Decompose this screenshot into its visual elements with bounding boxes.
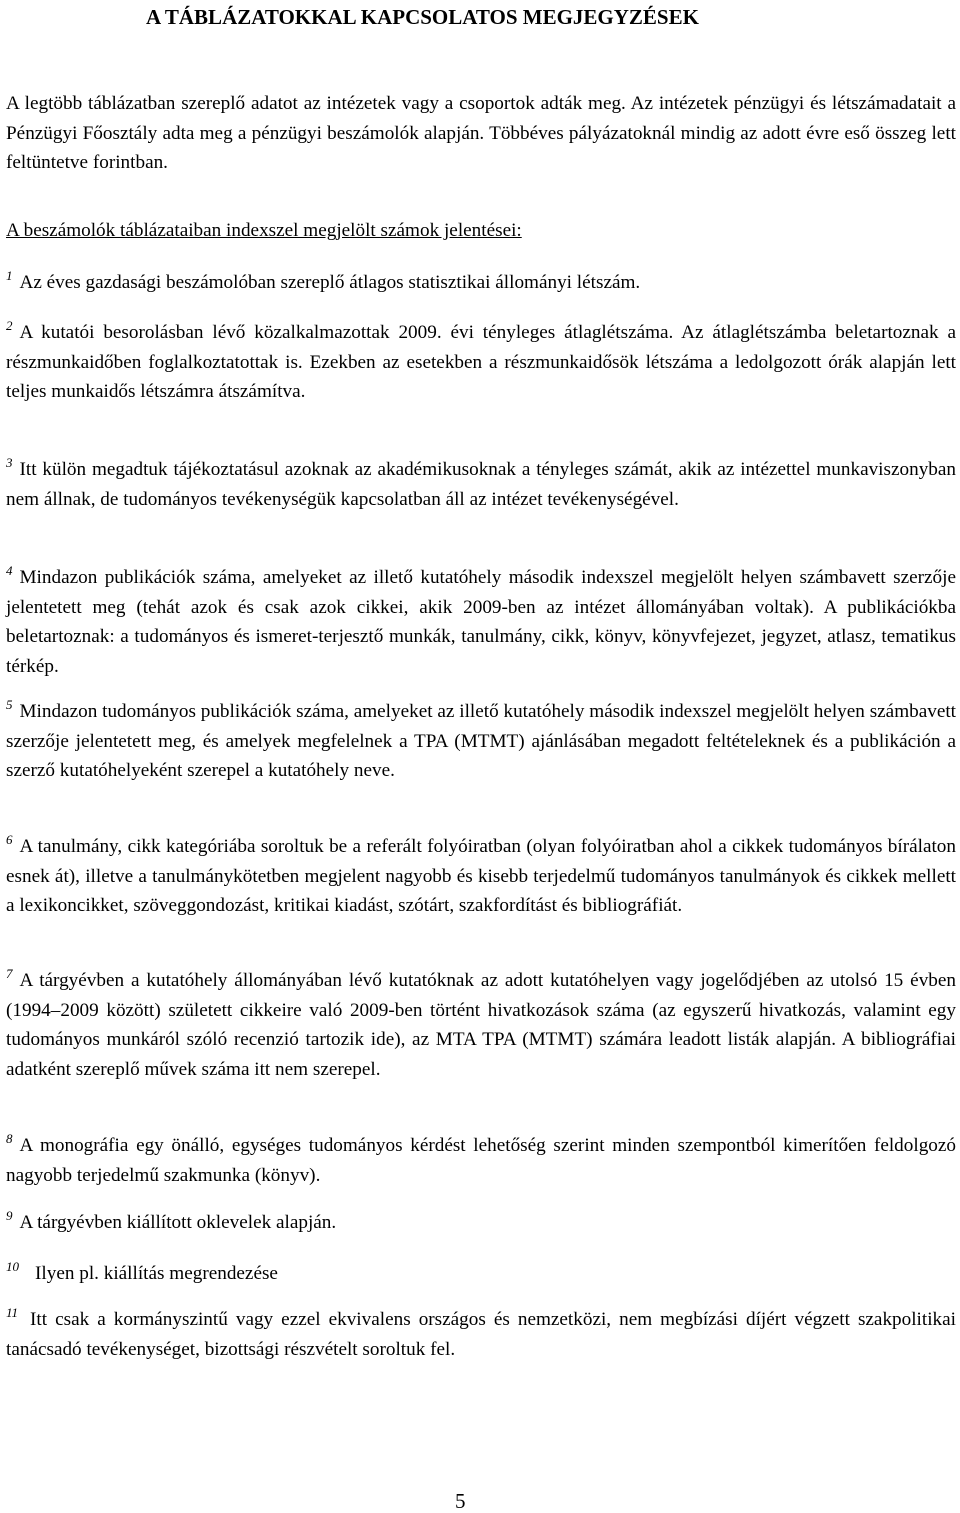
footnote-number: 4 (6, 563, 13, 578)
page-title: A TÁBLÁZATOKKAL KAPCSOLATOS MEGJEGYZÉSEK (146, 5, 699, 29)
footnote-number: 7 (6, 966, 13, 981)
intro-paragraph: A legtöbb táblázatban szereplő adatot az intézetek vagy a csoportok adták meg. Az intézetek pénzügyi és létszámadatait a Pénzügyi Főosztály adta meg a pénzügyi beszámolók alapján. Többéves pályázatoknál mindig az adott évre eső összeg lett feltüntetve forintban. (6, 93, 956, 173)
footnote-number: 5 (6, 697, 13, 712)
footnote-text: Mindazon tudományos publikációk száma, amelyeket az illető kutatóhely második indexszel megjelölt helyen számbavett szerzője jelentetett meg, és amelyek megfelelnek a TPA (MTMT) ajánlásában megadott feltételeknek és a publikáción a szerző kutatóhelyeként szerepel a kutatóhely neve. (6, 701, 956, 781)
footnote-2 (6, 318, 956, 407)
footnote-text: Itt csak a kormányszintű vagy ezzel ekvivalens országos és nemzetközi, nem megbízási díjért végzett szakpolitikai tanácsadó tevékenységet, bizottsági részvételt soroltuk fel. (6, 1309, 956, 1360)
footnote-text: A monográfia egy önálló, egységes tudományos kérdést lehetőség szerint minden szempontból kimerítően feldolgozó nagyobb terjedelmű szakmunka (könyv). (6, 1135, 956, 1186)
footnotes-heading: A beszámolók táblázataiban indexszel megjelölt számok jelentései: (6, 220, 522, 241)
footnote-text: Az éves gazdasági beszámolóban szereplő átlagos statisztikai állományi létszám. (19, 272, 641, 293)
footnote-text: Itt külön megadtuk tájékoztatásul azoknak az akadémikusoknak a tényleges számát, akik az intézettel munkaviszonyban nem állnak, de tudományos tevékenységük kapcsolatban áll az intézet tevékenységével. (6, 459, 956, 510)
footnote-9 (6, 1208, 956, 1238)
footnote-text: Ilyen pl. kiállítás megrendezése (35, 1263, 278, 1284)
footnote-6 (6, 832, 956, 921)
footnote-number: 8 (6, 1131, 13, 1146)
footnote-text: A tárgyévben kiállított oklevelek alapján. (19, 1212, 337, 1233)
footnote-number: 3 (6, 455, 13, 470)
footnote-7 (6, 966, 956, 1084)
footnote-text: Mindazon publikációk száma, amelyeket az illető kutatóhely második indexszel megjelölt helyen számbavett szerzője jelentetett meg (tehát azok és csak azok cikkei, akik 2009-ben az intézet állományában voltak). A publikációkba beletartoznak: a tudományos és ismeret-terjesztő munkák, tanulmány, cikk, könyv, könyvfejezet, jegyzet, atlasz, tematikus térkép. (6, 567, 956, 677)
footnote-text: A kutatói besorolásban lévő közalkalmazottak 2009. évi tényleges átlaglétszáma. Az átlaglétszámba beletartoznak a részmunkaidőben foglalkoztatottak is. Ezekben az esetekben a részmunkaidősök létszáma a ledolgozott órák alapján lett teljes munkaidős létszámra átszámítva. (6, 322, 956, 402)
footnote-text: A tárgyévben a kutatóhely állományában lévő kutatóknak az adott kutatóhelyen vagy jogelődjében az utolsó 15 évben (1994–2009 között) született cikkeire való 2009-ben történt hivatkozások száma (az egyszerű hivatkozás, valamint egy tudományos munkáról szóló recenzió tartozik ide), az MTA TPA (MTMT) számára leadott listák alapján. A bibliográfiai adatként szereplő művek száma itt nem szerepel. (6, 970, 956, 1080)
footnote-5 (6, 697, 956, 786)
footnote-number: 6 (6, 832, 13, 847)
page-number: 5 (455, 1489, 466, 1513)
footnote-1 (6, 268, 956, 298)
footnote-10 (6, 1259, 956, 1289)
footnote-text: A tanulmány, cikk kategóriába soroltuk be a referált folyóiratban (olyan folyóiratban ahol a cikkek tudományos bírálaton esnek át), illetve a tanulmánykötetben megjelent nagyobb és kisebb terjedelmű tudományos tanulmányok és cikkek mellett a lexikoncikket, szöveggondozást, kritikai kiadást, szótárt, szakfordítást és bibliográfiát. (6, 836, 956, 916)
footnote-number: 2 (6, 318, 13, 333)
footnote-number: 9 (6, 1208, 13, 1223)
footnote-3 (6, 455, 956, 514)
footnote-4 (6, 563, 956, 681)
footnote-number: 11 (6, 1305, 19, 1320)
footnote-number: 10 (6, 1259, 19, 1274)
footnote-8 (6, 1131, 956, 1190)
footnote-number: 1 (6, 268, 13, 283)
footnote-11 (6, 1305, 956, 1364)
